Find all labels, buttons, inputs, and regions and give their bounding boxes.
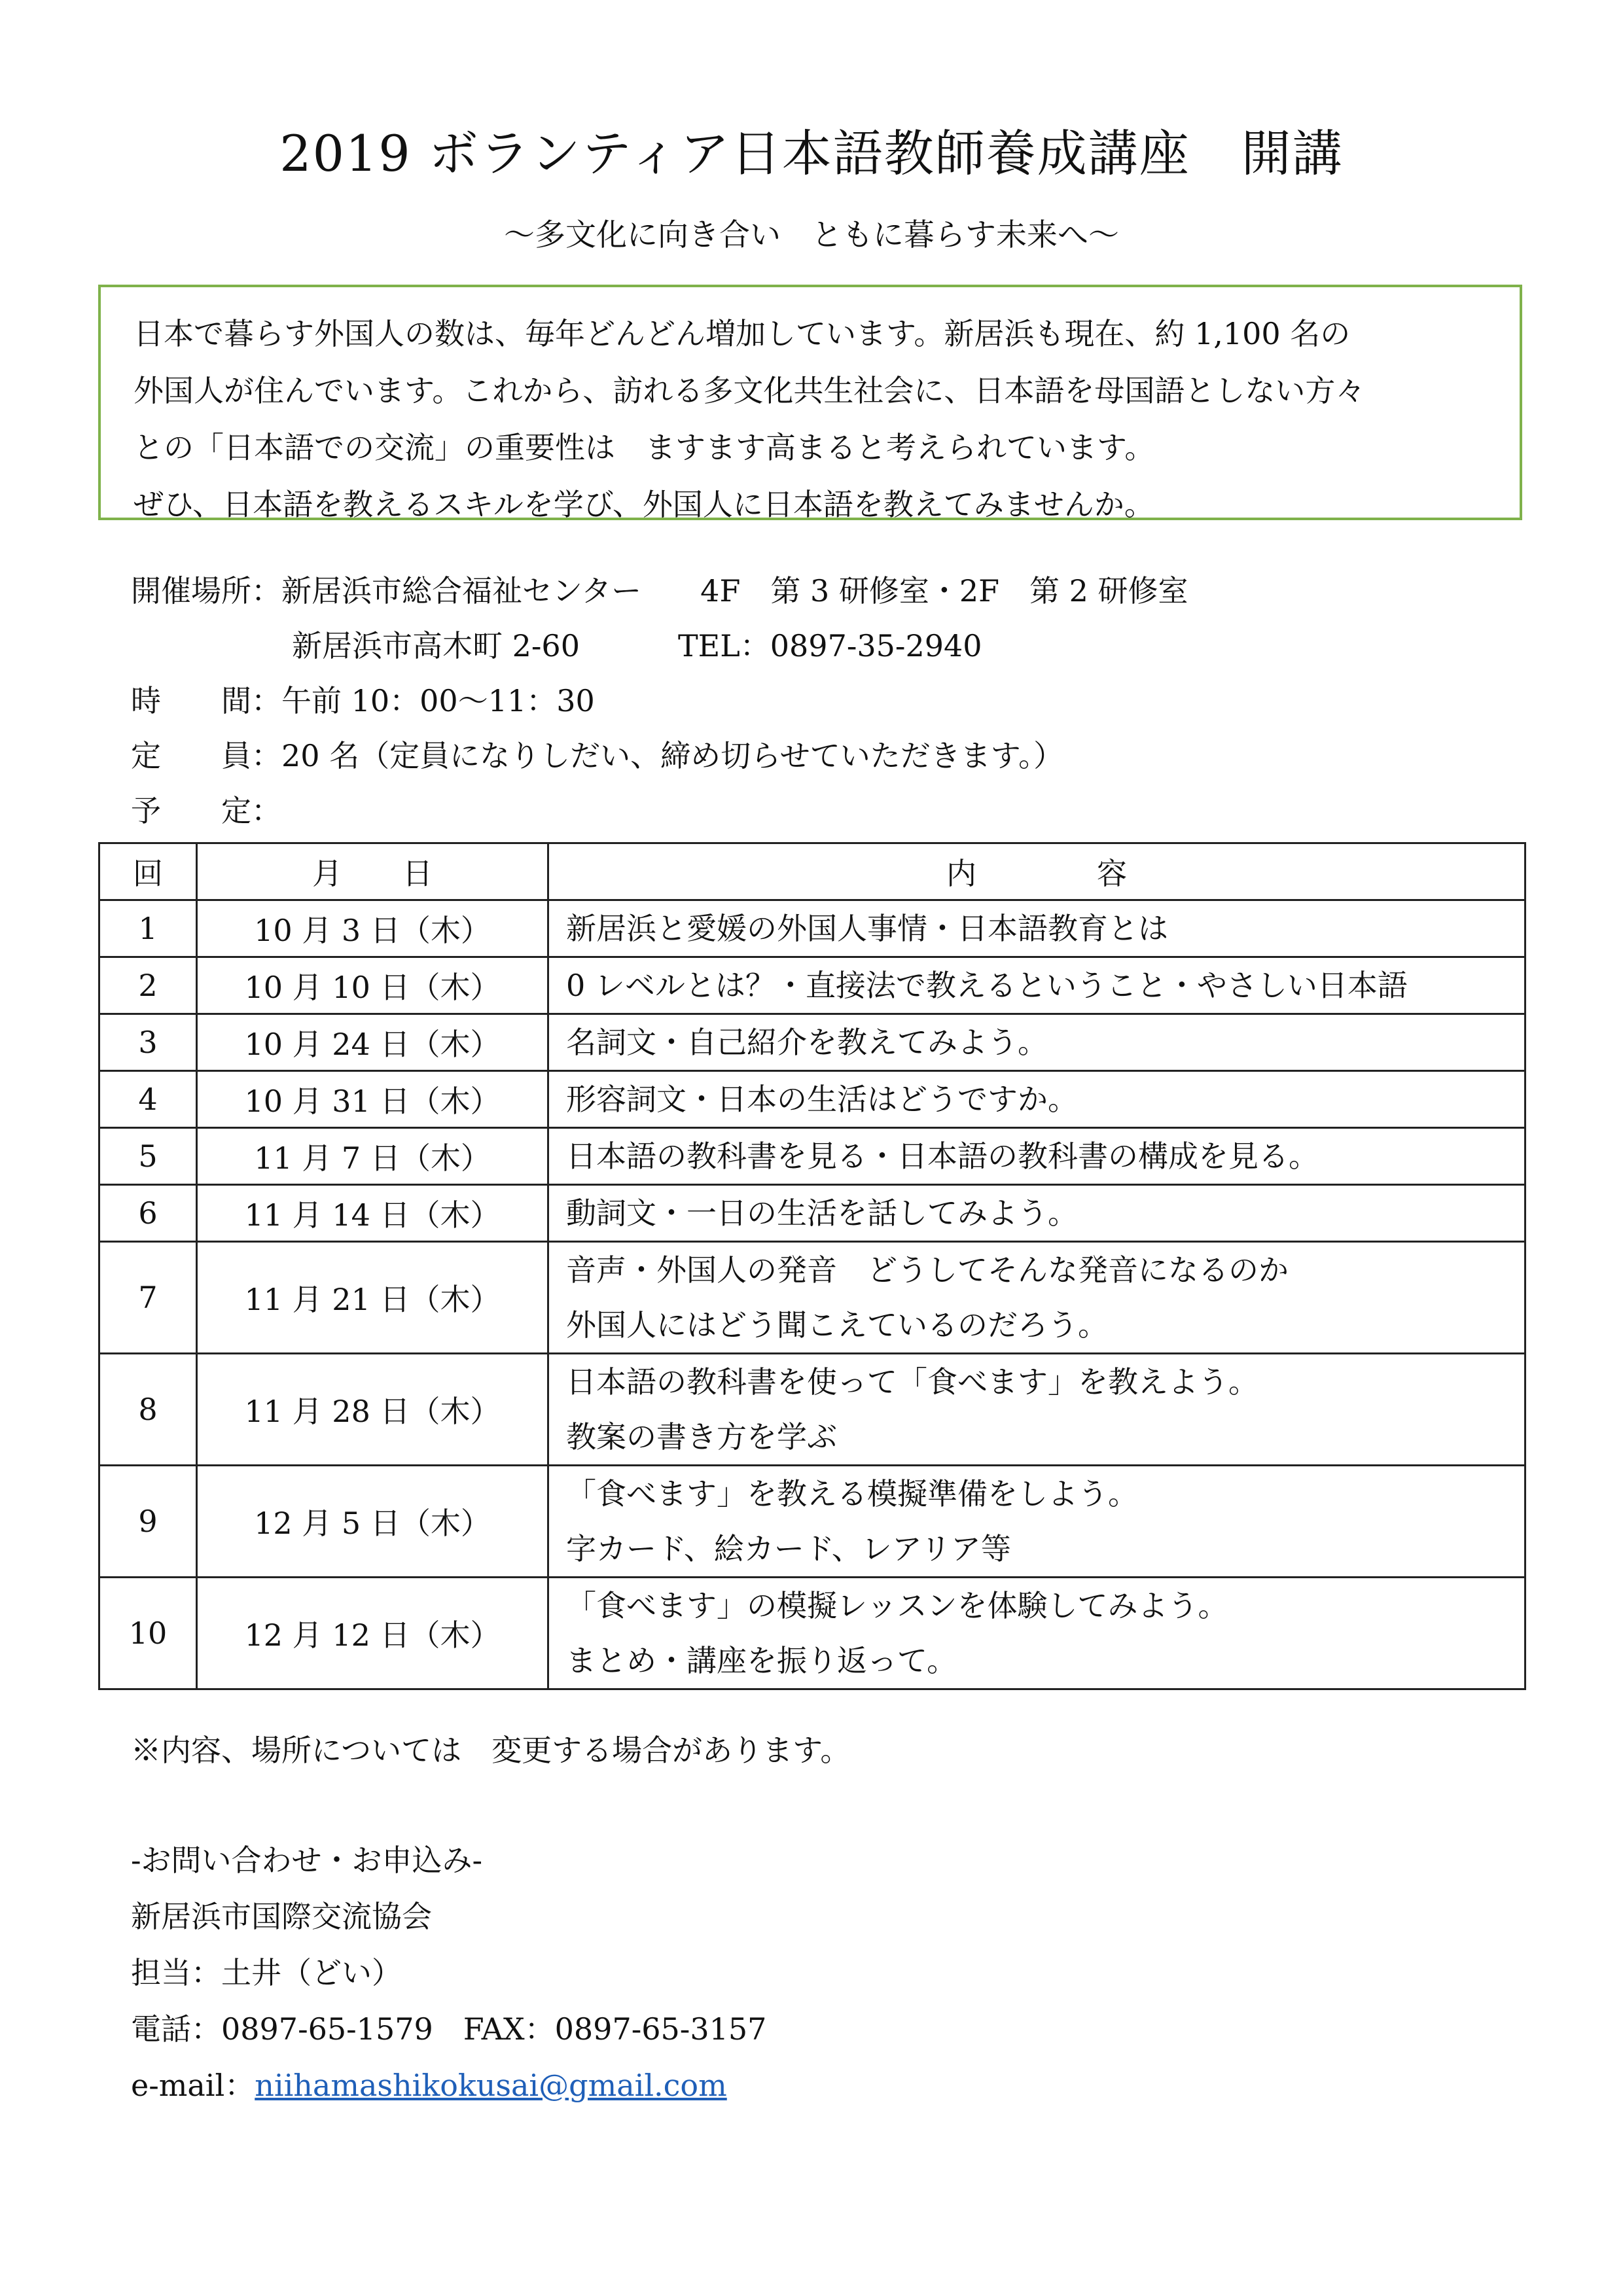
session-content-line: 字カード、絵カード、レアリア等 xyxy=(566,1531,1011,1566)
table-row xyxy=(99,1242,1525,1354)
contact-person: 担当：土井（どい） xyxy=(131,1955,402,1990)
email-link[interactable]: niihamashikokusai@gmail.com xyxy=(255,2068,727,2103)
session-content-line: 教案の書き方を学ぶ xyxy=(566,1419,837,1455)
session-date: 10 月 31 日（木） xyxy=(197,1071,548,1128)
contact-org: 新居浜市国際交流協会 xyxy=(131,1899,432,1934)
time-label: 時 間： xyxy=(131,683,281,718)
session-date: 12 月 12 日（木） xyxy=(197,1578,548,1689)
session-content xyxy=(548,1071,1525,1128)
venue-label: 開催場所： xyxy=(131,573,281,609)
header-no: 回 xyxy=(99,843,197,900)
change-note: ※内容、場所については 変更する場合があります。 xyxy=(131,1733,851,1768)
contact-email-line xyxy=(131,2057,766,2113)
table-row xyxy=(99,900,1525,957)
session-date: 11 月 14 日（木） xyxy=(197,1185,548,1242)
page-subtitle: ～多文化に向き合い ともに暮らす未来へ～ xyxy=(504,217,1119,253)
table-row xyxy=(99,1128,1525,1185)
table-row xyxy=(99,1071,1525,1128)
session-content-line: まとめ・講座を振り返って。 xyxy=(566,1643,957,1678)
table-row xyxy=(99,1578,1525,1689)
session-content-line: 音声・外国人の発音 どうしてそんな発音になるのか xyxy=(566,1252,1289,1288)
session-number: 3 xyxy=(99,1014,197,1071)
session-content xyxy=(548,957,1525,1014)
intro-line: との「日本語での交流」の重要性は ますます高まると考えられています。 xyxy=(134,430,1155,465)
session-number: 10 xyxy=(99,1578,197,1689)
session-content-line: 日本語の教科書を使って「食べます」を教えよう。 xyxy=(566,1364,1258,1400)
session-date: 11 月 7 日（木） xyxy=(197,1128,548,1185)
session-number: 1 xyxy=(99,900,197,957)
session-date: 12 月 5 日（木） xyxy=(197,1466,548,1578)
session-content-line: 新居浜と愛媛の外国人事情・日本語教育とは xyxy=(566,911,1168,946)
session-content-line: 外国人にはどう聞こえているのだろう。 xyxy=(566,1307,1108,1343)
header-content: 内 容 xyxy=(548,843,1525,900)
session-content xyxy=(548,1128,1525,1185)
session-number: 2 xyxy=(99,957,197,1014)
session-number: 9 xyxy=(99,1466,197,1578)
session-date: 10 月 24 日（木） xyxy=(197,1014,548,1071)
page-title: 2019 ボランティア日本語教師養成講座 開講 xyxy=(279,124,1344,183)
table-row xyxy=(99,1354,1525,1466)
intro-box xyxy=(98,285,1522,520)
schedule-body xyxy=(99,900,1525,1689)
session-content-line: 「食べます」の模擬レッスンを体験してみよう。 xyxy=(566,1588,1228,1623)
venue-name: 新居浜市総合福祉センター xyxy=(281,573,642,609)
session-content xyxy=(548,1185,1525,1242)
session-content xyxy=(548,1242,1525,1354)
session-content xyxy=(548,1466,1525,1578)
session-content-line: 名詞文・自己紹介を教えてみよう。 xyxy=(566,1025,1048,1060)
email-label: e-mail： xyxy=(131,2068,255,2103)
session-content-line: 「食べます」を教える模擬準備をしよう。 xyxy=(566,1476,1138,1511)
session-content xyxy=(548,900,1525,957)
contact-phone: 電話：0897-65-1579 FAX：0897-65-3157 xyxy=(131,2011,767,2047)
session-number: 8 xyxy=(99,1354,197,1466)
table-row xyxy=(99,1185,1525,1242)
time-line xyxy=(131,678,595,724)
header-date: 月 日 xyxy=(197,843,548,900)
intro-line: 日本で暮らす外国人の数は、毎年どんどん増加しています。新居浜も現在、約 1,100 名の xyxy=(134,316,1351,351)
session-number: 4 xyxy=(99,1071,197,1128)
schedule-table xyxy=(98,842,1526,1690)
table-row xyxy=(99,1014,1525,1071)
table-row xyxy=(99,1466,1525,1578)
session-number: 6 xyxy=(99,1185,197,1242)
contact-block xyxy=(131,1832,766,2113)
venue-rooms: 4F 第 3 研修室・2F 第 2 研修室 xyxy=(700,573,1188,609)
session-content-line: 形容詞文・日本の生活はどうですか。 xyxy=(566,1082,1078,1117)
capacity-value: 20 名（定員になりしだい、締め切らせていただきます。） xyxy=(281,738,1064,773)
session-date: 11 月 21 日（木） xyxy=(197,1242,548,1354)
session-content-line: 日本語の教科書を見る・日本語の教科書の構成を見る。 xyxy=(566,1139,1319,1174)
session-date: 10 月 3 日（木） xyxy=(197,900,548,957)
intro-line: 外国人が住んでいます。これから、訪れる多文化共生社会に、日本語を母国語としない方々 xyxy=(134,373,1366,408)
session-date: 11 月 28 日（木） xyxy=(197,1354,548,1466)
session-content xyxy=(548,1014,1525,1071)
session-number: 5 xyxy=(99,1128,197,1185)
session-number: 7 xyxy=(99,1242,197,1354)
venue-address: 新居浜市高木町 2-60 xyxy=(292,628,580,663)
table-header-row xyxy=(99,843,1525,900)
session-content-line: 0 レベルとは？・直接法で教えるということ・やさしい日本語 xyxy=(566,968,1408,1003)
contact-heading: -お問い合わせ・お申込み- xyxy=(131,1843,483,1878)
address-line xyxy=(131,623,982,669)
session-date: 10 月 10 日（木） xyxy=(197,957,548,1014)
time-value: 午前 10：00～11：30 xyxy=(281,683,595,718)
session-content xyxy=(548,1354,1525,1466)
table-row xyxy=(99,957,1525,1014)
session-content xyxy=(548,1578,1525,1689)
intro-line: ぜひ、日本語を教えるスキルを学び、外国人に日本語を教えてみませんか。 xyxy=(134,487,1154,522)
venue-line xyxy=(131,568,1188,614)
venue-tel: TEL：0897-35-2940 xyxy=(677,628,982,663)
schedule-label: 予 定： xyxy=(131,793,281,828)
session-content-line: 動詞文・一日の生活を話してみよう。 xyxy=(566,1195,1078,1231)
capacity-line xyxy=(131,733,1063,779)
capacity-label: 定 員： xyxy=(131,738,281,773)
